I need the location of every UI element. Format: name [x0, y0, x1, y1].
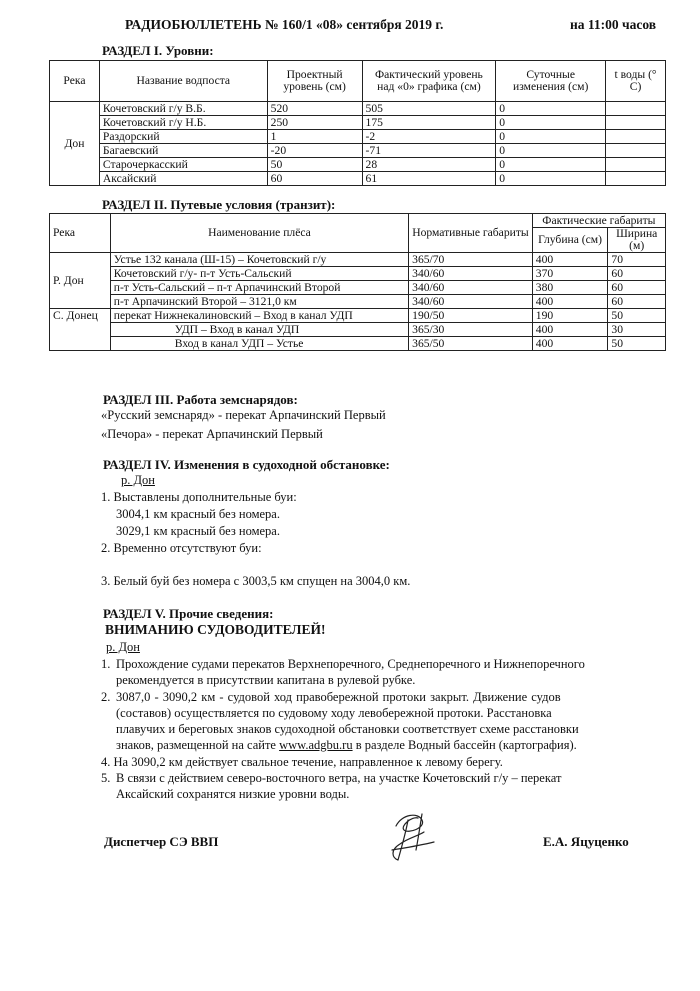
- col-project-level: Проектный уровень (см): [267, 61, 362, 102]
- width: 70: [608, 253, 666, 267]
- table-row: [50, 281, 666, 295]
- stretch-name: п-т Усть-Сальский – п-т Арпачинский Второй: [110, 281, 408, 295]
- table-row: [50, 172, 666, 186]
- stretch-name: Кочетовский г/у- п-т Усть-Сальский: [110, 267, 408, 281]
- col-post-name: Название водпоста: [99, 61, 267, 102]
- depth: 400: [532, 253, 608, 267]
- p2-line: (составов) осуществляется по судовому ходу левобережной протоки. Расстановка: [116, 706, 552, 720]
- table-row: [50, 144, 666, 158]
- width: 50: [608, 309, 666, 323]
- table-row: [50, 253, 666, 267]
- stretch-name: Устье 132 канала (Ш-15) – Кочетовский г/у: [110, 253, 408, 267]
- p2-last-line: [116, 738, 577, 753]
- daily-change: 0: [496, 116, 606, 130]
- depth: 400: [532, 323, 608, 337]
- post-name: Аксайский: [99, 172, 267, 186]
- post-name: Багаевский: [99, 144, 267, 158]
- section4-item1-sub: 3029,1 км красный без номера.: [116, 524, 280, 538]
- transit-table: [49, 213, 666, 351]
- section4-river: р. Дон: [121, 473, 155, 487]
- water-temp: [606, 144, 666, 158]
- signatory-name: Е.А. Яцуценко: [543, 834, 629, 849]
- dredger-line: «Печора» - перекат Арпачинский Первый: [101, 427, 323, 441]
- norm-dimensions: 365/30: [409, 323, 533, 337]
- depth: 380: [532, 281, 608, 295]
- section4-item1: 1. Выставлены дополнительные буи:: [101, 490, 297, 504]
- daily-change: 0: [496, 158, 606, 172]
- levels-table: [49, 60, 666, 186]
- section4-item1-sub: 3004,1 км красный без номера.: [116, 507, 280, 521]
- p2-line: плавучих и береговых знаков судоходной обстановки соответствует схеме расстановки: [116, 722, 579, 736]
- daily-change: 0: [496, 172, 606, 186]
- table-row: [50, 337, 666, 351]
- post-name: Кочетовский г/у Н.Б.: [99, 116, 267, 130]
- col-actual-level: Фактический уровень над «0» графика (см): [362, 61, 496, 102]
- depth: 400: [532, 295, 608, 309]
- table-row: [50, 309, 666, 323]
- project-level: 250: [267, 116, 362, 130]
- bulletin-title: РАДИОБЮЛЛЕТЕНЬ № 160/1 «08» сентября 2019 г.: [125, 17, 444, 32]
- actual-level: 28: [362, 158, 496, 172]
- section3-title: РАЗДЕЛ III. Работа земснарядов:: [103, 392, 298, 407]
- river-cell: С. Донец: [50, 309, 111, 351]
- daily-change: 0: [496, 102, 606, 116]
- p5-line: Аксайский сохранятся низкие уровни воды.: [116, 787, 350, 801]
- p5-number: 5.: [101, 771, 111, 785]
- col-stretch-name: Наименование плёса: [110, 214, 408, 253]
- width: 60: [608, 281, 666, 295]
- depth: 190: [532, 309, 608, 323]
- norm-dimensions: 340/60: [409, 281, 533, 295]
- p4-line: 4. На 3090,2 км действует свальное течение, направленное к левому берегу.: [101, 755, 503, 769]
- col-river: Река: [50, 214, 111, 253]
- post-name: Кочетовский г/у В.Б.: [99, 102, 267, 116]
- water-temp: [606, 172, 666, 186]
- width: 60: [608, 295, 666, 309]
- section5-river: р. Дон: [106, 640, 140, 654]
- section5-title: РАЗДЕЛ V. Прочие сведения:: [103, 606, 274, 621]
- p2-number: 2.: [101, 690, 111, 704]
- col-river: Река: [50, 61, 100, 102]
- norm-dimensions: 365/50: [409, 337, 533, 351]
- norm-dimensions: 340/60: [409, 295, 533, 309]
- signature: [378, 806, 448, 868]
- actual-level: 175: [362, 116, 496, 130]
- post-name: Старочеркасский: [99, 158, 267, 172]
- stretch-name: Вход в канал УДП – Устье: [110, 337, 408, 351]
- project-level: 520: [267, 102, 362, 116]
- stretch-name: перекат Нижнекалиновский – Вход в канал УДП: [110, 309, 408, 323]
- actual-level: -71: [362, 144, 496, 158]
- daily-change: 0: [496, 130, 606, 144]
- table-row: [50, 267, 666, 281]
- post-name: Раздорский: [99, 130, 267, 144]
- col-daily-change: Суточные изменения (см): [496, 61, 606, 102]
- actual-level: 505: [362, 102, 496, 116]
- p1-line: Прохождение судами перекатов Верхнепоречного, Среднепоречного и Нижнепоречного: [116, 657, 585, 671]
- stretch-name: УДП – Вход в канал УДП: [110, 323, 408, 337]
- river-cell: Р. Дон: [50, 253, 111, 309]
- col-norm-dimensions: Нормативные габариты: [409, 214, 533, 253]
- section4-item3: 3. Белый буй без номера с 3003,5 км спущен на 3004,0 км.: [101, 574, 411, 588]
- norm-dimensions: 365/70: [409, 253, 533, 267]
- water-temp: [606, 130, 666, 144]
- section1-title: РАЗДЕЛ I. Уровни:: [102, 43, 214, 58]
- actual-level: -2: [362, 130, 496, 144]
- signatory-position: Диспетчер СЭ ВВП: [104, 834, 219, 849]
- table-row: [50, 158, 666, 172]
- bulletin-time: на 11:00 часов: [570, 17, 657, 32]
- norm-dimensions: 190/50: [409, 309, 533, 323]
- project-level: -20: [267, 144, 362, 158]
- p1-number: 1.: [101, 657, 111, 671]
- table-row: [50, 323, 666, 337]
- p2-line: 3087,0 - 3090,2 км - судовой ход правобережной протоки закрыт. Движение судов: [116, 690, 561, 704]
- river-cell: Дон: [50, 102, 100, 186]
- project-level: 1: [267, 130, 362, 144]
- col-depth: Глубина (см): [532, 228, 608, 253]
- water-temp: [606, 116, 666, 130]
- stretch-name: п-т Арпачинский Второй – 3121,0 км: [110, 295, 408, 309]
- attention-heading: ВНИМАНИЮ СУДОВОДИТЕЛЕЙ!: [105, 622, 326, 637]
- width: 50: [608, 337, 666, 351]
- p1-line: рекомендуется в присутствии капитана в рулевой рубке.: [116, 673, 416, 687]
- depth: 370: [532, 267, 608, 281]
- daily-change: 0: [496, 144, 606, 158]
- p2-text: знаков, размещенной на сайте: [116, 738, 280, 752]
- project-level: 60: [267, 172, 362, 186]
- col-width: Ширина (м): [608, 228, 666, 253]
- website-link[interactable]: www.adgbu.ru: [279, 738, 353, 752]
- table-row: [50, 130, 666, 144]
- project-level: 50: [267, 158, 362, 172]
- actual-level: 61: [362, 172, 496, 186]
- p5-line: В связи с действием северо-восточного ветра, на участке Кочетовский г/у – перекат: [116, 771, 562, 785]
- p2-text: в разделе Водный бассейн (картография).: [352, 738, 577, 752]
- section4-item2: 2. Временно отсутствуют буи:: [101, 541, 262, 555]
- col-water-temp: t воды (° С): [606, 61, 666, 102]
- table-row: [50, 295, 666, 309]
- dredger-line: «Русский земснаряд» - перекат Арпачинский Первый: [101, 408, 386, 422]
- section4-title: РАЗДЕЛ IV. Изменения в судоходной обстановке:: [103, 457, 390, 472]
- depth: 400: [532, 337, 608, 351]
- col-actual-dimensions: Фактические габариты: [532, 214, 665, 228]
- table-row: [50, 116, 666, 130]
- water-temp: [606, 158, 666, 172]
- width: 30: [608, 323, 666, 337]
- section2-title: РАЗДЕЛ II. Путевые условия (транзит):: [102, 197, 336, 212]
- table-row: [50, 102, 666, 116]
- width: 60: [608, 267, 666, 281]
- norm-dimensions: 340/60: [409, 267, 533, 281]
- water-temp: [606, 102, 666, 116]
